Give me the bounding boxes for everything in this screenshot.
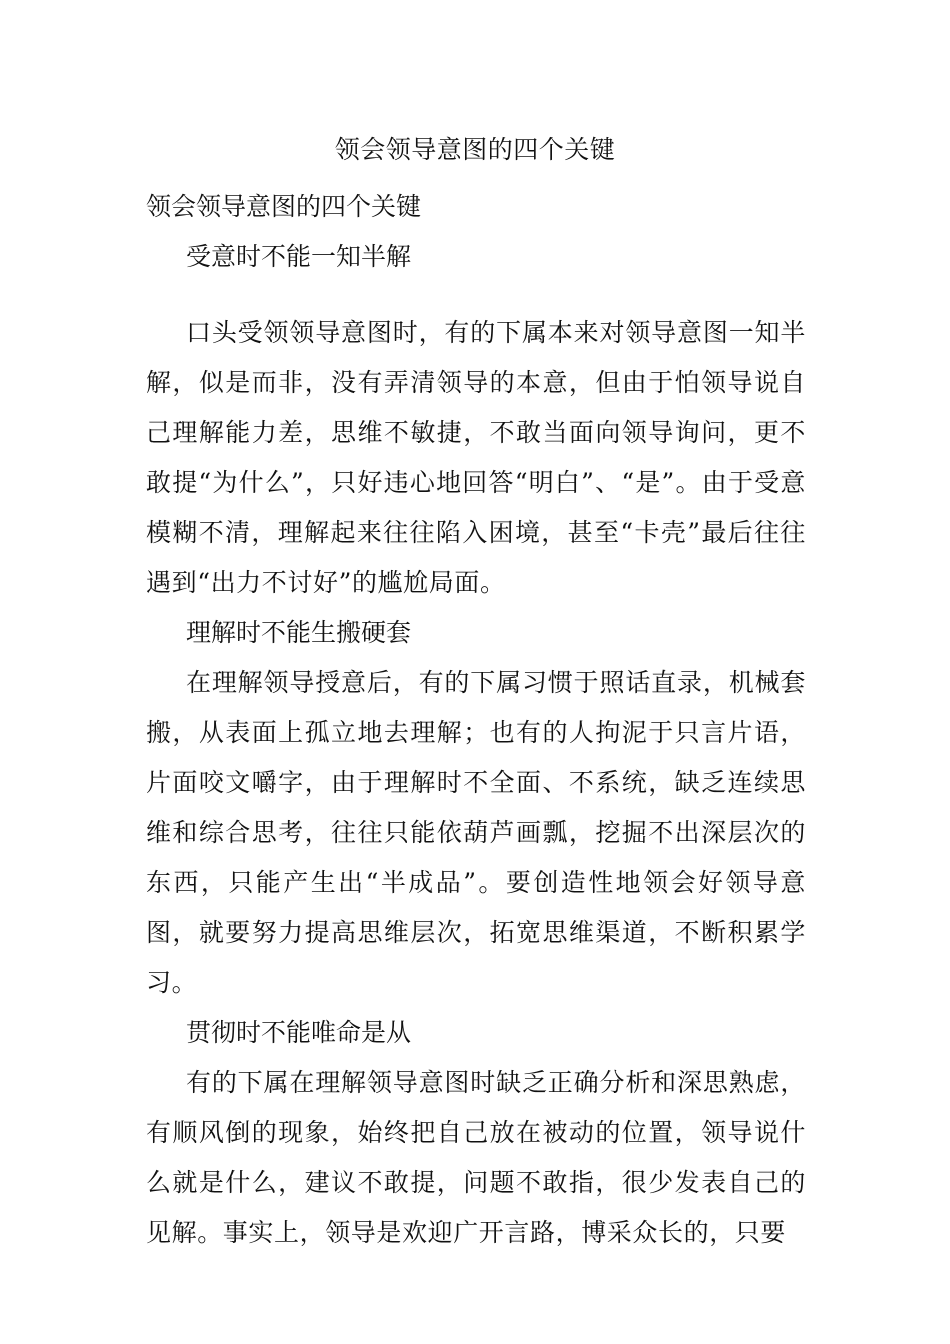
document-subtitle: 领会领导意图的四个关键 bbox=[146, 192, 422, 221]
section-paragraph: 在理解领导授意后，有的下属习惯于照话直录，机械套搬，从表面上孤立地去理解；也有的人拘泥于只言片语，片面咬文嚼字，由于理解时不全面、不系统，缺乏连续思维和综合思考，往往只能依葫芦画瓢，挖掘不出深层次的东西，只能产生出“半成品”。要创造性地领会好领导意图，就要努力提高思维层次，拓宽思维渠道，不断积累学习。 bbox=[146, 668, 806, 997]
section-heading: 贯彻时不能唯命是从 bbox=[186, 1018, 412, 1047]
section-paragraph: 口头受领领导意图时，有的下属本来对领导意图一知半解，似是而非，没有弄清领导的本意，但由于怕领导说自己理解能力差，思维不敏捷，不敢当面向领导询问，更不敢提“为什么”，只好违心地回答“明白”、“是”。由于受意模糊不清，理解起来往往陷入困境，甚至“卡壳”最后往往遇到“出力不讨好”的尴尬局面。 bbox=[146, 318, 806, 597]
section-heading: 受意时不能一知半解 bbox=[186, 242, 412, 271]
document-body bbox=[146, 182, 806, 1258]
section-2 bbox=[146, 608, 806, 1008]
document-title: 领会领导意图的四个关键 bbox=[334, 135, 616, 164]
section-heading: 理解时不能生搬硬套 bbox=[186, 618, 412, 647]
section-paragraph: 有的下属在理解领导意图时缺乏正确分析和深思熟虑，有顺风倒的现象，始终把自己放在被动的位置，领导说什么就是什么，建议不敢提，问题不敢指，很少发表自己的见解。事实上，领导是欢迎广开言路，博采众长的，只要 bbox=[146, 1068, 806, 1247]
section-3 bbox=[146, 1008, 806, 1258]
section-1 bbox=[146, 232, 806, 608]
